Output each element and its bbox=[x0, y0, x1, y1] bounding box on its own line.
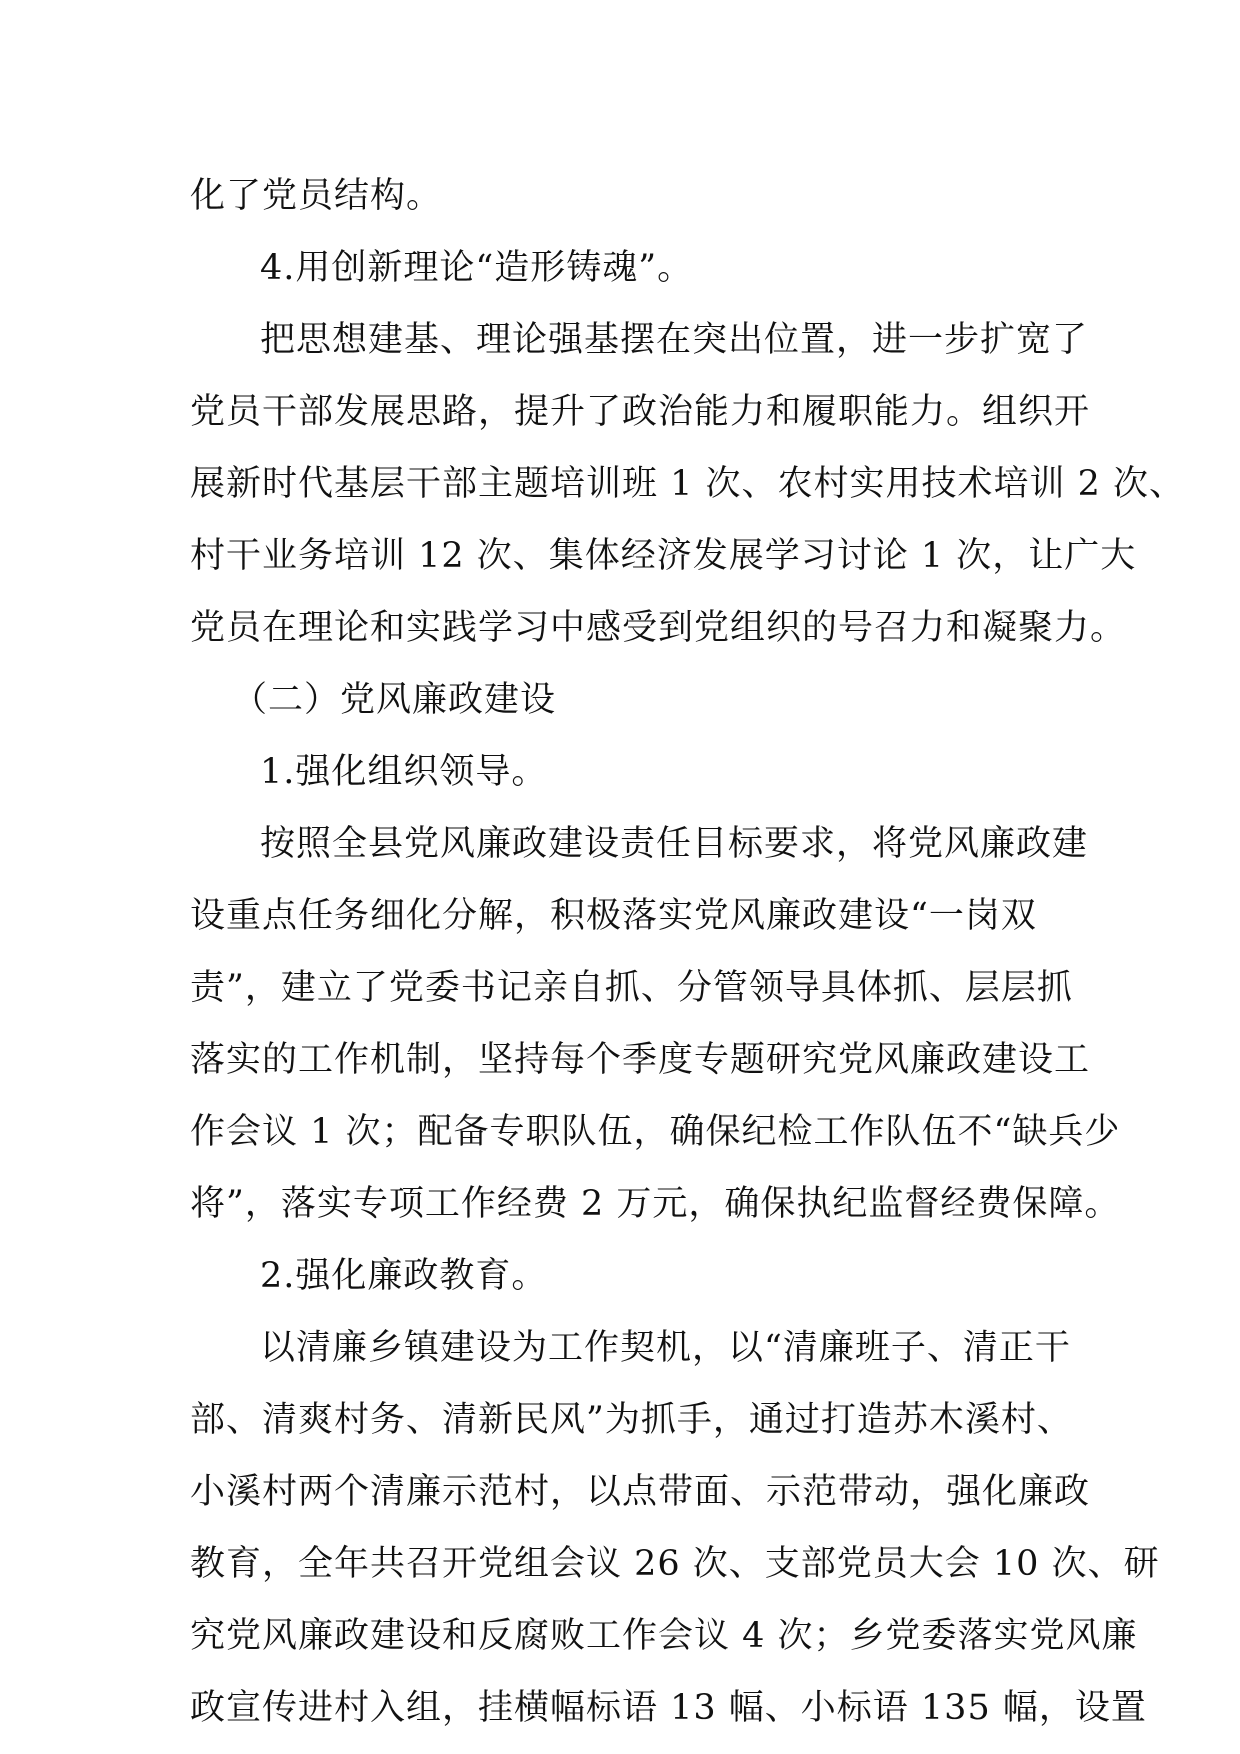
section-heading: 4.用创新理论“造形铸魂”。 bbox=[260, 248, 694, 288]
paragraph-line: 按照全县党风廉政建设责任目标要求，将党风廉政建 bbox=[260, 824, 1089, 864]
paragraph-line: 小溪村两个清廉示范村，以点带面、示范带动，强化廉政 bbox=[190, 1472, 1091, 1512]
paragraph-line: 党员干部发展思路，提升了政治能力和履职能力。组织开 bbox=[190, 392, 1091, 432]
paragraph-line: 作会议 1 次；配备专职队伍，确保纪检工作队伍不“缺兵少 bbox=[190, 1112, 1121, 1152]
section-heading: 1.强化组织领导。 bbox=[260, 752, 548, 792]
paragraph-line: 设重点任务细化分解，积极落实党风廉政建设“一岗双 bbox=[190, 896, 1037, 936]
paragraph-line: 将”，落实专项工作经费 2 万元，确保执纪监督经费保障。 bbox=[190, 1184, 1121, 1224]
paragraph-line: 部、清爽村务、清新民风”为抓手，通过打造苏木溪村、 bbox=[190, 1400, 1073, 1440]
paragraph-line: 村干业务培训 12 次、集体经济发展学习讨论 1 次，让广大 bbox=[190, 536, 1137, 576]
document-body bbox=[190, 160, 1186, 1744]
section-heading: 2.强化廉政教育。 bbox=[260, 1256, 548, 1296]
paragraph-line: 政宣传进村入组，挂横幅标语 13 幅、小标语 135 幅，设置 bbox=[190, 1688, 1147, 1728]
paragraph-line: 教育，全年共召开党组会议 26 次、支部党员大会 10 次、研 bbox=[190, 1544, 1160, 1584]
paragraph-line: 究党风廉政建设和反腐败工作会议 4 次；乡党委落实党风廉 bbox=[190, 1616, 1138, 1656]
paragraph-line: 把思想建基、理论强基摆在突出位置，进一步扩宽了 bbox=[260, 320, 1089, 360]
paragraph-line: 以清廉乡镇建设为工作契机，以“清廉班子、清正干 bbox=[260, 1328, 1071, 1368]
paragraph-line: 展新时代基层干部主题培训班 1 次、农村实用技术培训 2 次、 bbox=[190, 464, 1186, 504]
paragraph-line: 党员在理论和实践学习中感受到党组织的号召力和凝聚力。 bbox=[190, 608, 1127, 648]
paragraph-line: 责”，建立了党委书记亲自抓、分管领导具体抓、层层抓 bbox=[190, 968, 1073, 1008]
paragraph-line: 落实的工作机制，坚持每个季度专题研究党风廉政建设工 bbox=[190, 1040, 1091, 1080]
paragraph-line: 化了党员结构。 bbox=[190, 176, 443, 216]
chapter-heading: （二）党风廉政建设 bbox=[232, 680, 557, 720]
